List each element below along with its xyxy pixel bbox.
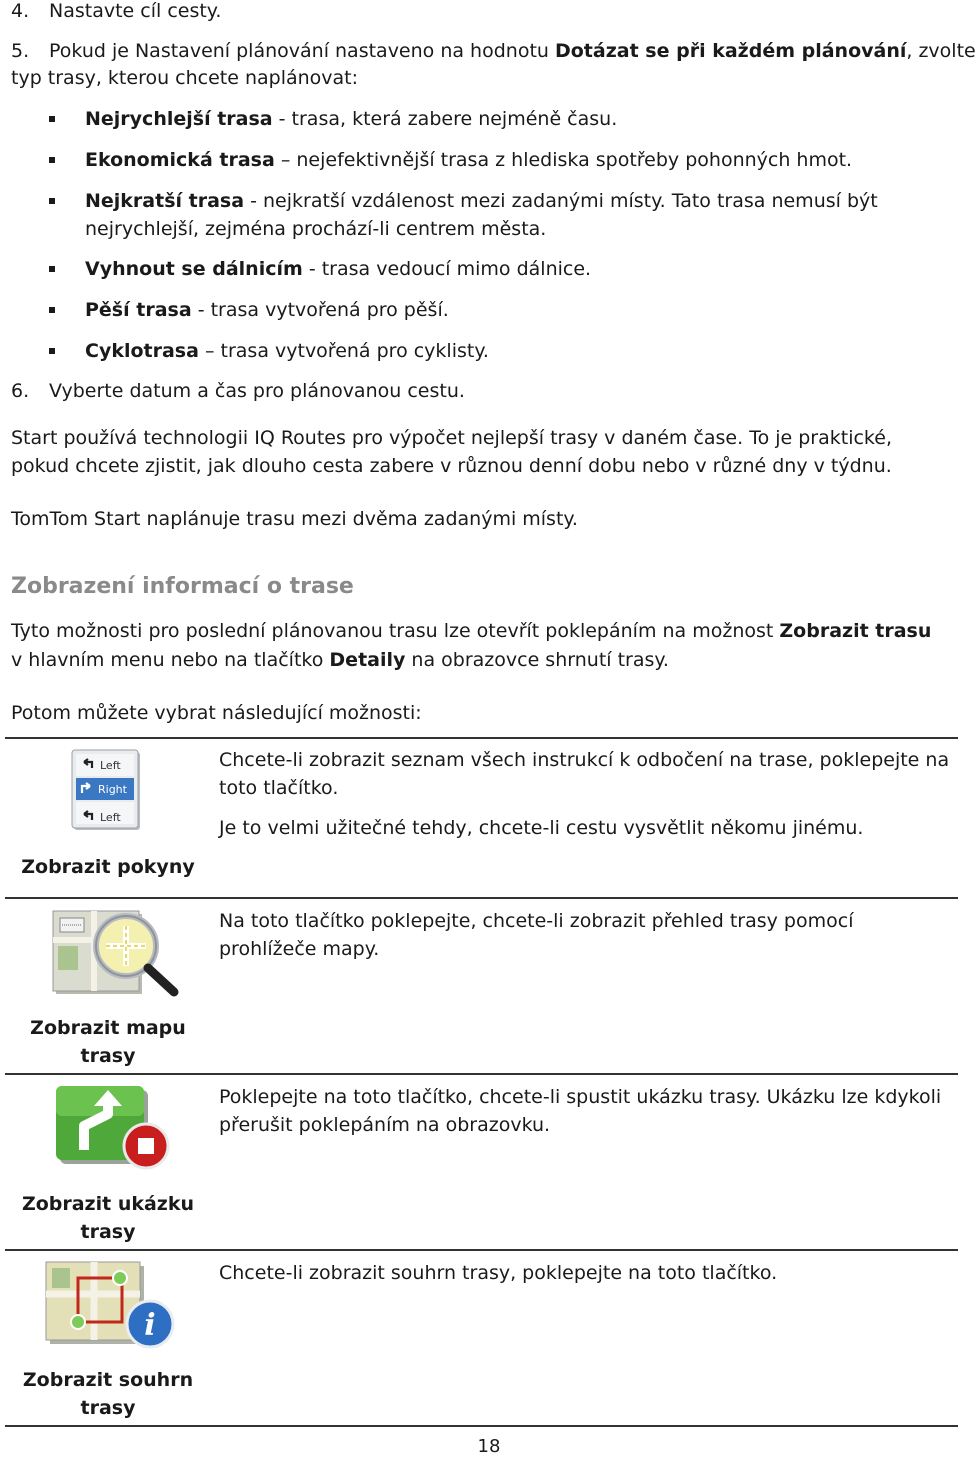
route-type-bicycle: Cyklotrasa – trasa vytvořená pro cyklisty. xyxy=(85,340,489,362)
table-divider xyxy=(5,737,958,739)
route-type-walking: Pěší trasa - trasa vytvořená pro pěší. xyxy=(85,299,449,321)
show-demo-desc-line2: přerušit poklepáním na obrazovku. xyxy=(219,1114,551,1136)
turn-instructions-icon[interactable] xyxy=(70,748,146,832)
step-5-text: Pokud je Nastavení plánování nastaveno na hodnotu Dotázat se při každém plánování, zvolte xyxy=(49,40,976,62)
table-divider xyxy=(5,1249,958,1251)
show-summary-caption-line2: trasy xyxy=(80,1397,136,1419)
table-divider xyxy=(5,1073,958,1075)
route-demo-icon[interactable] xyxy=(54,1084,172,1172)
show-instructions-caption: Zobrazit pokyny xyxy=(21,856,195,878)
show-instructions-desc-line2: toto tlačítko. xyxy=(219,777,339,799)
bullet-marker xyxy=(49,116,55,122)
map-magnifier-icon[interactable] xyxy=(50,906,184,998)
bullet-marker xyxy=(49,307,55,313)
bullet-marker xyxy=(49,348,55,354)
route-type-avoid-motorways: Vyhnout se dálnicím - trasa vedoucí mimo dálnice. xyxy=(85,258,592,280)
step-6-text: Vyberte datum a čas pro plánovanou cestu. xyxy=(49,380,465,402)
route-type-shortest-line2: nejrychlejší, zejména prochází-li centrem města. xyxy=(85,218,547,240)
iq-routes-paragraph-line2: pokud chcete zjistit, jak dlouho cesta zabere v různou denní dobu nebo v různé dny v týdnu. xyxy=(11,455,892,477)
table-divider xyxy=(5,1425,958,1427)
show-demo-caption-line1: Zobrazit ukázku xyxy=(21,1193,195,1215)
section-heading: Zobrazení informací o trase xyxy=(11,574,354,599)
page-number: 18 xyxy=(477,1436,501,1457)
show-map-caption-line1: Zobrazit mapu xyxy=(30,1017,186,1039)
table-divider xyxy=(5,897,958,899)
route-type-eco: Ekonomická trasa – nejefektivnější trasa z hlediska spotřeby pohonných hmot. xyxy=(85,149,853,171)
show-instructions-desc-extra: Je to velmi užitečné tehdy, chcete-li cestu vysvětlit někomu jinému. xyxy=(219,817,864,839)
show-instructions-desc-line1: Chcete-li zobrazit seznam všech instrukcí k odbočení na trase, poklepejte na xyxy=(219,749,950,771)
bullet-marker xyxy=(49,198,55,204)
show-summary-caption-line1: Zobrazit souhrn xyxy=(22,1369,194,1391)
bullet-marker xyxy=(49,266,55,272)
route-type-fastest: Nejrychlejší trasa - trasa, která zabere nejméně času. xyxy=(85,108,618,130)
step-4-number: 4. xyxy=(11,0,30,22)
icon-label-left: Left xyxy=(100,811,121,824)
step-4-text: Nastavte cíl cesty. xyxy=(49,0,222,22)
options-intro: Potom můžete vybrat následující možnosti: xyxy=(11,702,422,724)
route-summary-info-icon[interactable] xyxy=(42,1258,178,1350)
show-demo-desc-line1: Poklepejte na toto tlačítko, chcete-li spustit ukázku trasy. Ukázku lze kdykoli xyxy=(219,1086,942,1108)
plan-paragraph: TomTom Start naplánuje trasu mezi dvěma zadanými místy. xyxy=(11,508,578,530)
show-map-desc-line1: Na toto tlačítko poklepejte, chcete-li zobrazit přehled trasy pomocí xyxy=(219,910,854,932)
step-5-text-line2: typ trasy, kterou chcete naplánovat: xyxy=(11,67,359,89)
show-demo-caption-line2: trasy xyxy=(80,1221,136,1243)
icon-label-right: Right xyxy=(98,783,127,796)
icon-label-left: Left xyxy=(100,759,121,772)
show-map-desc-line2: prohlížeče mapy. xyxy=(219,938,380,960)
route-type-shortest: Nejkratší trasa - nejkratší vzdálenost mezi zadanými místy. Tato trasa nemusí být xyxy=(85,190,878,212)
step-5-number: 5. xyxy=(11,40,30,62)
svg-text:i: i xyxy=(144,1308,156,1343)
section-intro-line1: Tyto možnosti pro poslední plánovanou trasu lze otevřít poklepáním na možnost Zobrazit trasu xyxy=(11,620,932,642)
show-summary-desc: Chcete-li zobrazit souhrn trasy, poklepejte na toto tlačítko. xyxy=(219,1262,778,1284)
bullet-marker xyxy=(49,157,55,163)
show-map-caption-line2: trasy xyxy=(80,1045,136,1067)
iq-routes-paragraph-line1: Start používá technologii IQ Routes pro výpočet nejlepší trasy v daném čase. To je praktické, xyxy=(11,427,892,449)
section-intro-line2: v hlavním menu nebo na tlačítko Detaily na obrazovce shrnutí trasy. xyxy=(11,649,669,671)
step-6-number: 6. xyxy=(11,380,30,402)
